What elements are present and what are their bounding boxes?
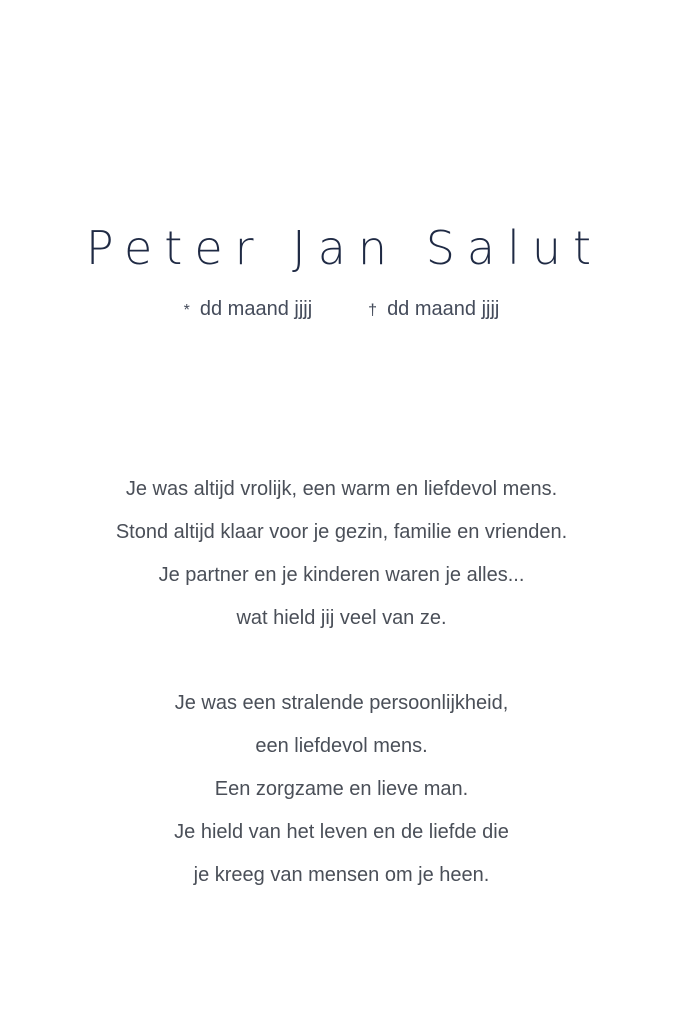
verse-line: Stond altijd klaar voor je gezin, familie en vrienden. bbox=[115, 521, 568, 543]
verse-stanza-2 bbox=[0, 682, 683, 897]
verse-line: Een zorgzame en lieve man. bbox=[214, 778, 469, 800]
verse-line: Je was een stralende persoonlijkheid, bbox=[174, 692, 509, 714]
verse-line: Je partner en je kinderen waren je alles... bbox=[158, 564, 525, 586]
dates-row bbox=[0, 298, 683, 321]
birth-date: dd maand jjjj bbox=[199, 298, 313, 320]
verse-line: je kreeg van mensen om je heen. bbox=[193, 864, 490, 886]
birth-date-group bbox=[184, 298, 313, 321]
birth-star-icon: * bbox=[183, 302, 190, 319]
verse-line: Je was altijd vrolijk, een warm en liefdevol mens. bbox=[125, 478, 558, 500]
verse-line: een liefdevol mens. bbox=[255, 735, 428, 757]
death-date-group bbox=[368, 298, 499, 321]
verse-stanza-1 bbox=[0, 468, 683, 640]
verse-line: wat hield jij veel van ze. bbox=[236, 607, 447, 629]
deceased-name: Peter Jan Salut bbox=[85, 221, 604, 275]
death-cross-icon: † bbox=[368, 302, 378, 319]
death-date: dd maand jjjj bbox=[387, 298, 500, 320]
verse-line: Je hield van het leven en de liefde die bbox=[174, 821, 509, 843]
